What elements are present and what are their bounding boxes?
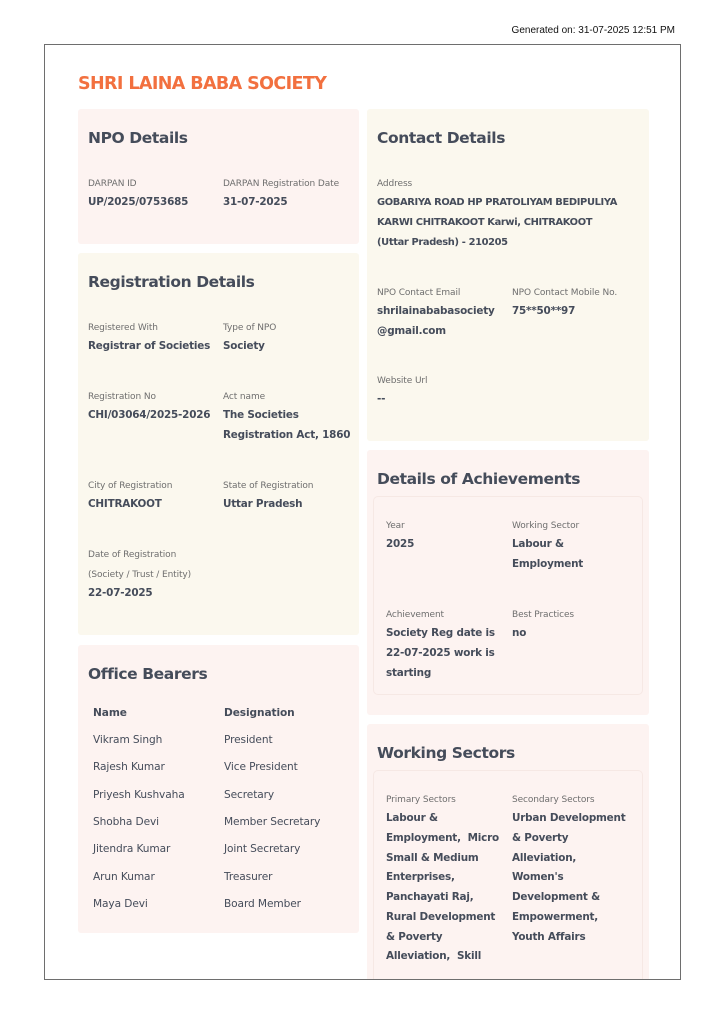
office-bearers-card	[78, 645, 359, 933]
city-label: City of Registration	[88, 481, 173, 491]
darpan-date-label: DARPAN Registration Date	[223, 179, 340, 189]
type-of-npo-value: Society	[223, 340, 265, 352]
primary-sector-line: Employment, Micro	[386, 832, 499, 844]
bearer-name: Maya Devi	[93, 898, 148, 910]
registration-date-value: 22-07-2025	[88, 587, 153, 599]
bearer-designation: Secretary	[224, 789, 275, 801]
achievement-line3: starting	[386, 667, 432, 679]
address-line3: (Uttar Pradesh) - 210205	[377, 237, 508, 248]
working-sector-line1: Labour &	[512, 538, 564, 550]
achievement-line2: 22-07-2025 work is	[386, 647, 495, 659]
bearer-name: Priyesh Kushvaha	[93, 789, 185, 801]
address-label: Address	[377, 179, 413, 189]
working-sector-label: Working Sector	[512, 521, 580, 531]
act-name-value-line2: Registration Act, 1860	[223, 429, 351, 441]
secondary-sector-line: Urban Development	[512, 812, 626, 824]
year-label: Year	[386, 521, 405, 531]
email-value-line1[interactable]: shrilainababasociety	[377, 305, 495, 317]
state-value: Uttar Pradesh	[223, 498, 303, 510]
achievements-title: Details of Achievements	[377, 470, 581, 488]
achievement-entry	[373, 496, 643, 695]
registered-with-value: Registrar of Societies	[88, 340, 211, 352]
primary-sector-line: & Poverty	[386, 931, 443, 943]
bearer-name: Rajesh Kumar	[93, 761, 165, 773]
generated-timestamp: Generated on: 31-07-2025 12:51 PM	[511, 25, 675, 36]
act-name-label: Act name	[223, 392, 266, 402]
achievements-card	[367, 450, 649, 715]
bearer-name: Shobha Devi	[93, 816, 160, 828]
working-sectors-box	[373, 770, 643, 980]
achievement-line1: Society Reg date is	[386, 627, 495, 639]
best-practices-label: Best Practices	[512, 610, 575, 620]
bearer-name: Jitendra Kumar	[93, 843, 171, 855]
working-sector-line2: Employment	[512, 558, 584, 570]
registered-with-label: Registered With	[88, 323, 158, 333]
address-line2: KARWI CHITRAKOOT Karwi, CHITRAKOOT	[377, 217, 593, 228]
secondary-sector-line: Youth Affairs	[512, 931, 586, 943]
bearer-designation: Vice President	[224, 761, 298, 773]
type-of-npo-label: Type of NPO	[223, 323, 277, 333]
bearer-designation: Board Member	[224, 898, 301, 910]
state-label: State of Registration	[223, 481, 314, 491]
npo-details-card	[78, 109, 359, 244]
year-value: 2025	[386, 538, 415, 550]
mobile-label: NPO Contact Mobile No.	[512, 288, 618, 298]
designation-column-header: Designation	[224, 707, 295, 719]
bearer-designation: Treasurer	[224, 871, 273, 883]
office-bearers-title: Office Bearers	[88, 665, 208, 683]
bearer-designation: Member Secretary	[224, 816, 321, 828]
bearer-designation: President	[224, 734, 273, 746]
org-name-heading: SHRI LAINA BABA SOCIETY	[78, 74, 327, 94]
registration-date-label-line1: Date of Registration	[88, 550, 177, 560]
darpan-id-label: DARPAN ID	[88, 179, 137, 189]
primary-sector-line: Small & Medium	[386, 852, 479, 864]
secondary-sector-line: Alleviation,	[512, 852, 577, 864]
registration-no-value: CHI/03064/2025-2026	[88, 409, 211, 421]
primary-sector-line: Enterprises,	[386, 871, 455, 883]
city-value: CHITRAKOOT	[88, 498, 162, 510]
act-name-value-line1: The Societies	[223, 409, 299, 421]
registration-details-title: Registration Details	[88, 273, 255, 291]
document-page	[44, 44, 681, 980]
email-label: NPO Contact Email	[377, 288, 461, 298]
npo-details-title: NPO Details	[88, 129, 188, 147]
secondary-sector-line: & Poverty	[512, 832, 569, 844]
registration-details-card	[78, 253, 359, 635]
darpan-id-value: UP/2025/0753685	[88, 196, 189, 208]
mobile-value: 75**50**97	[512, 305, 576, 317]
primary-sector-line: Rural Development	[386, 911, 496, 923]
primary-sector-line: Alleviation, Skill	[386, 950, 482, 962]
working-sectors-card	[367, 724, 649, 980]
primary-sector-line: Panchayati Raj,	[386, 891, 474, 903]
achievement-label: Achievement	[386, 610, 444, 620]
darpan-date-value: 31-07-2025	[223, 196, 288, 208]
registration-date-label-line2: (Society / Trust / Entity)	[88, 570, 192, 580]
contact-details-card	[367, 109, 649, 441]
secondary-sector-line: Women's	[512, 871, 564, 883]
email-value-line2[interactable]: @gmail.com	[377, 325, 446, 337]
contact-details-title: Contact Details	[377, 129, 506, 147]
secondary-sectors-label: Secondary Sectors	[512, 795, 595, 805]
address-line1: GOBARIYA ROAD HP PRATOLIYAM BEDIPULIYA	[377, 197, 618, 208]
primary-sectors-label: Primary Sectors	[386, 795, 456, 805]
secondary-sector-line: Development &	[512, 891, 600, 903]
bearer-designation: Joint Secretary	[224, 843, 301, 855]
primary-sector-line: Labour &	[386, 812, 438, 824]
best-practices-value: no	[512, 627, 527, 639]
secondary-sector-line: Empowerment,	[512, 911, 599, 923]
working-sectors-title: Working Sectors	[377, 744, 515, 762]
website-label: Website Url	[377, 376, 428, 386]
website-value: --	[377, 393, 386, 405]
name-column-header: Name	[93, 707, 127, 719]
bearer-name: Vikram Singh	[93, 734, 163, 746]
bearer-name: Arun Kumar	[93, 871, 155, 883]
registration-no-label: Registration No	[88, 392, 156, 402]
